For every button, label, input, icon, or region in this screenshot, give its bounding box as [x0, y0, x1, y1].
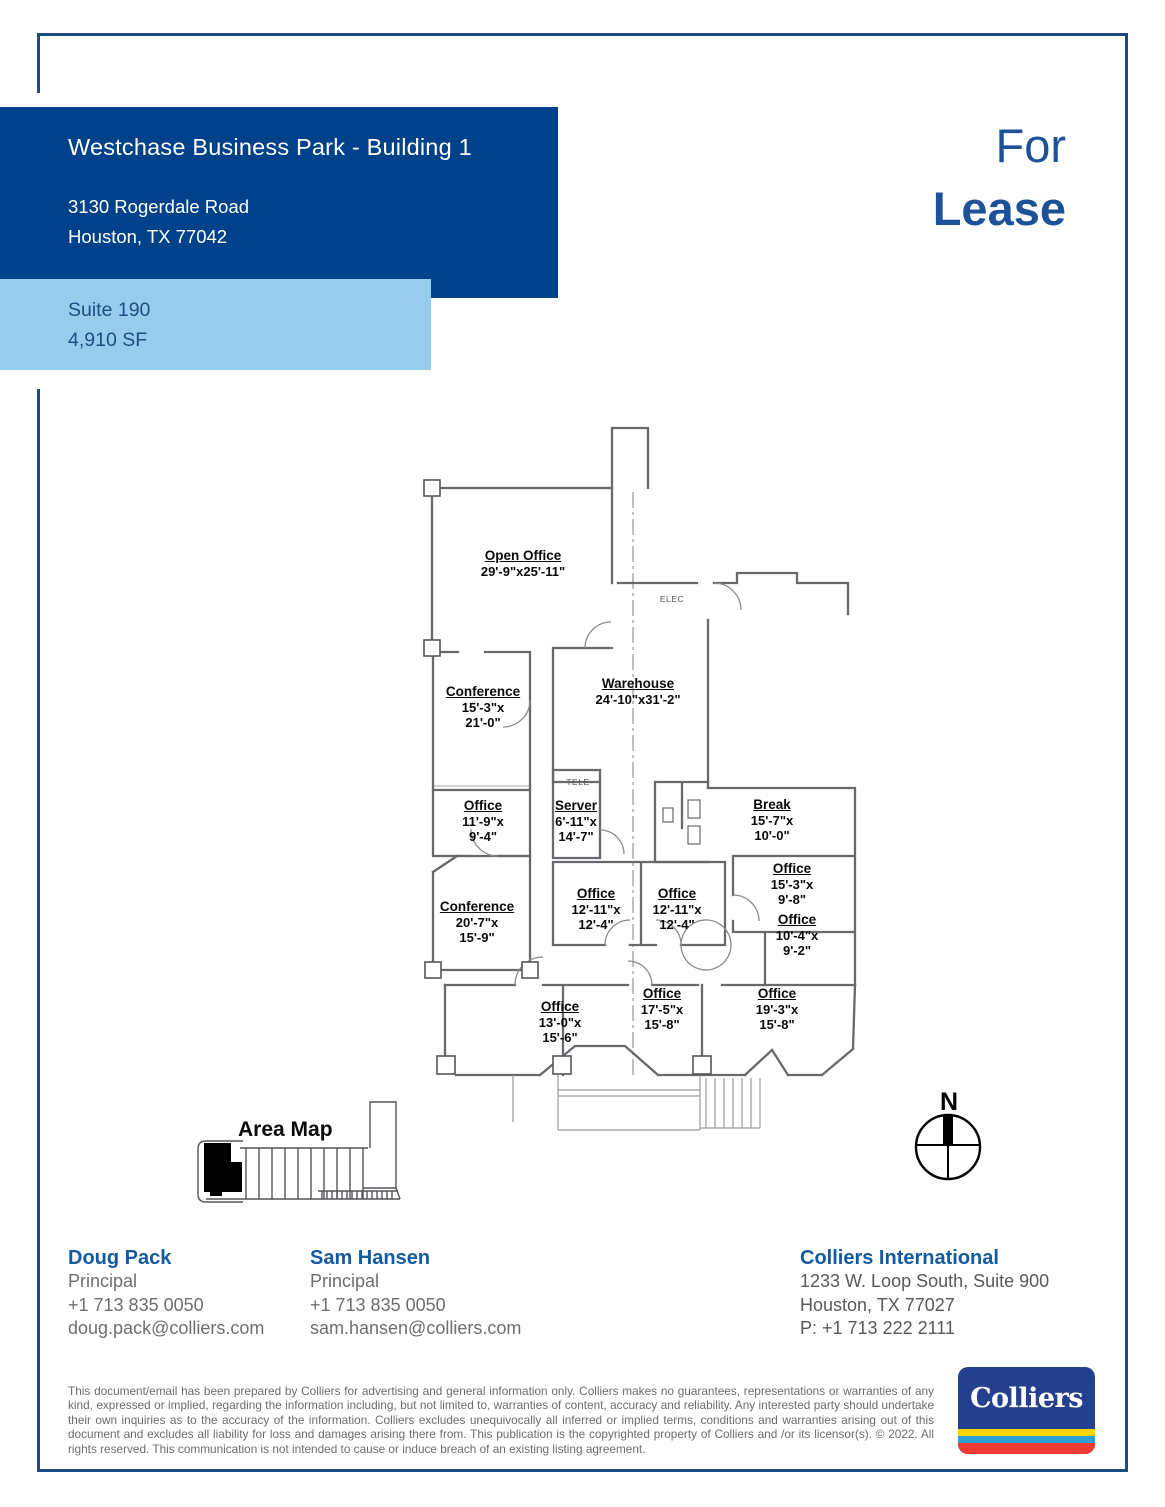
floor-plan-svg [415, 418, 865, 1143]
room-label: Office 19'-3"x 15'-8" [755, 986, 799, 1032]
room-label: Office 17'-5"x 15'-8" [640, 986, 684, 1032]
for-lease-sign [933, 116, 1066, 242]
room-label: Office 13'-0"x 15'-6" [538, 999, 582, 1045]
logo-stripe [958, 1429, 1095, 1436]
room-label: Conference 20'-7"x 15'-9" [439, 899, 515, 945]
suite-size: 4,910 SF [68, 329, 148, 351]
agent-title: Principal [310, 1271, 380, 1291]
agent-phone: +1 713 835 0050 [68, 1294, 204, 1315]
colliers-logo [958, 1367, 1095, 1454]
address-line1: 3130 Rogerdale Road [68, 196, 250, 217]
decor-patch [30, 93, 46, 108]
logo-stripe [958, 1436, 1095, 1443]
room-label: Office 11'-9"x 9'-4" [462, 798, 504, 844]
room-label: Office 12'-11"x 12'-4" [571, 886, 621, 932]
company-phone: P: +1 713 222 2111 [800, 1318, 955, 1338]
company-address1: 1233 W. Loop South, Suite 900 [800, 1271, 1050, 1291]
plan-small-label: ELEC [659, 594, 685, 604]
decor-patch [30, 370, 46, 389]
compass-n-label: N [939, 1088, 959, 1116]
suite-number: Suite 190 [68, 299, 151, 321]
company-card [800, 1247, 1049, 1341]
contact-card-doug-pack [68, 1247, 264, 1341]
room-label: Warehouse 24'-10"x31'-2" [595, 676, 681, 707]
colliers-logo-wordmark: Colliers [970, 1382, 1083, 1414]
agent-phone: +1 713 835 0050 [310, 1294, 446, 1315]
agent-name: Doug Pack [68, 1247, 172, 1269]
area-map-title: Area Map [238, 1118, 333, 1141]
agent-title: Principal [68, 1271, 138, 1291]
company-address2: Houston, TX 77027 [800, 1294, 955, 1315]
disclaimer-text: This document/email has been prepared by Colliers for advertising and general information only. Colliers makes no guarantees, representations or warranties of any kind, expressed or implied, regarding the information including, but not limited to, warranties of content, accuracy and reliability. Any interested party should undertake their own inquiries as to the accuracy of the information. Colliers excludes unequivocally all inferred or implied terms, conditions and warranties arising out of this document and excludes all liability for loss and damages arising there from. This publication is the copyrighted property of Colliers and /or its licensor(s). © 2022. All rights reserved. This communication is not intended to cause or induce breach of an existing listing agreement. [68, 1384, 934, 1456]
room-label: Open Office 29'-9"x25'-11" [480, 548, 566, 579]
area-map [190, 1090, 425, 1215]
area-map-svg [190, 1090, 425, 1215]
compass-north-bar [943, 1116, 953, 1146]
room-label: Break 15'-7"x 10'-0" [750, 797, 794, 843]
suite-highlight [204, 1143, 242, 1196]
page-title: Westchase Business Park - Building 1 [68, 134, 472, 160]
header-box [0, 107, 558, 298]
room-label: Office 15'-3"x 9'-8" [770, 861, 814, 907]
for-lease-line1: For [995, 119, 1066, 172]
room-label: Conference 15'-3"x 21'-0" [445, 684, 521, 730]
floor-plan [415, 418, 865, 1143]
suite-banner [0, 279, 431, 370]
for-lease-line2: Lease [932, 182, 1066, 235]
walkway-stairs [513, 1075, 760, 1130]
contact-card-sam-hansen [310, 1247, 521, 1341]
agent-email[interactable]: sam.hansen@colliers.com [310, 1318, 522, 1338]
colliers-logo-stripes [958, 1429, 1095, 1454]
plan-small-label: TELE [566, 777, 590, 787]
room-label: Office 10'-4"x 9'-2" [775, 912, 819, 958]
compass-svg [905, 1078, 995, 1190]
logo-stripe [958, 1443, 1095, 1454]
address-line2: Houston, TX 77042 [68, 226, 228, 247]
north-compass [905, 1078, 995, 1190]
agent-name: Sam Hansen [310, 1247, 431, 1269]
room-label: Office 12'-11"x 12'-4" [652, 886, 702, 932]
agent-email[interactable]: doug.pack@colliers.com [68, 1318, 265, 1338]
walls [432, 428, 855, 1075]
property-address [68, 192, 558, 252]
room-label: Server 6'-11"x 14'-7" [554, 798, 598, 844]
company-name: Colliers International [800, 1247, 999, 1269]
